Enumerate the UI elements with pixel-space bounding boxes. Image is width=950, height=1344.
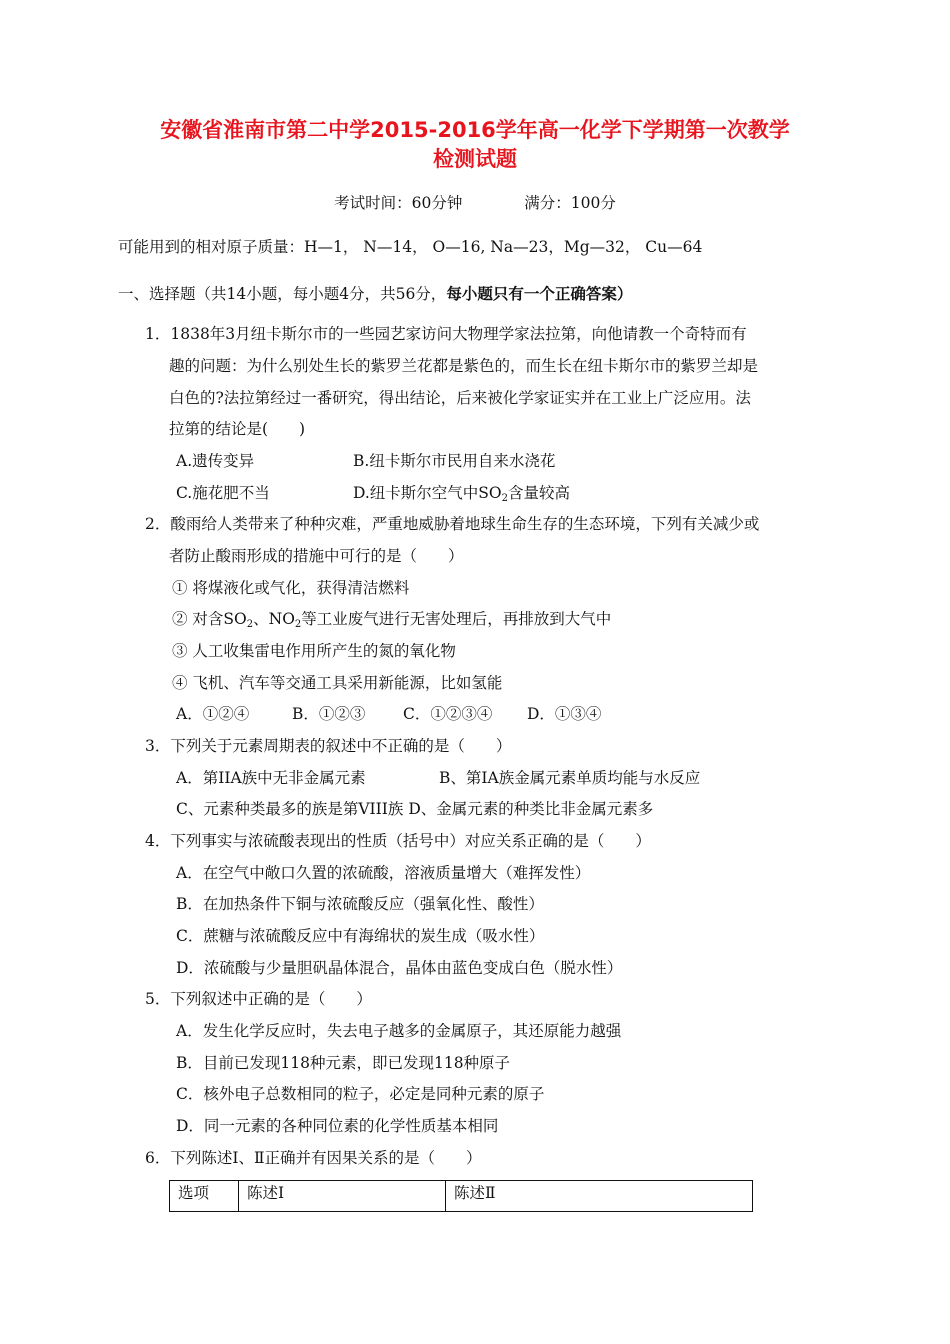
q4-option-d: D．浓硫酸与少量胆矾晶体混合，晶体由蓝色变成白色（脱水性） — [176, 959, 623, 977]
q2-line1: 2．酸雨给人类带来了种种灾难，严重地威胁着地球生命生存的生态环境，下列有关减少或 — [145, 515, 760, 533]
exam-time: 考试时间：60分钟 — [334, 194, 463, 212]
table-header-statement-1: 陈述Ⅰ — [239, 1181, 446, 1212]
section-heading — [118, 283, 632, 305]
table-header-option: 选项 — [170, 1181, 239, 1212]
q4-option-b: B．在加热条件下铜与浓硫酸反应（强氧化性、酸性） — [176, 895, 544, 913]
q4-option-c: C．蔗糖与浓硫酸反应中有海绵状的炭生成（吸水性） — [176, 927, 545, 945]
q2-item2-text-c: 、NO — [253, 610, 295, 628]
document-title-line2: 检测试题 — [433, 147, 517, 171]
q6-stem: 6．下列陈述Ⅰ、Ⅱ正确并有因果关系的是（ ） — [145, 1149, 482, 1167]
q2-line2: 者防止酸雨形成的措施中可行的是（ ） — [169, 547, 464, 565]
q2-item2 — [172, 608, 611, 630]
q1-option-d — [353, 482, 570, 504]
section-heading-bold: 每小题只有一个正确答案） — [446, 284, 633, 303]
q1-option-d-subscript: 2 — [501, 493, 509, 504]
q1-line3: 白色的?法拉第经过一番研究，得出结论，后来被化学家证实并在工业上广泛应用。法 — [169, 389, 751, 407]
section-heading-text: 一、选择题（共14小题，每小题4分，共56分， — [118, 285, 447, 303]
q2-item2-sub-2: 2 — [294, 619, 302, 630]
q2-option-a: A．①②④ — [176, 705, 250, 723]
q5-stem: 5．下列叙述中正确的是（ ） — [145, 990, 372, 1008]
q2-item2-text-a: ② 对含SO — [172, 610, 247, 628]
q1-line1: 1．1838年3月纽卡斯尔市的一些园艺家访问大物理学家法拉第，向他请教一个奇特而有 — [145, 325, 747, 343]
q4-stem: 4．下列事实与浓硫酸表现出的性质（括号中）对应关系正确的是（ ） — [145, 832, 651, 850]
exam-info — [0, 192, 950, 214]
document-title-line1: 安徽省淮南市第二中学2015-2016学年高一化学下学期第一次教学 — [160, 118, 790, 142]
table-header-statement-2: 陈述Ⅱ — [446, 1181, 753, 1212]
q1-line4: 拉第的结论是( ) — [169, 420, 306, 438]
q5-option-d: D．同一元素的各种同位素的化学性质基本相同 — [176, 1117, 499, 1135]
q2-item4: ④ 飞机、汽车等交通工具采用新能源，比如氢能 — [172, 674, 503, 692]
q2-item2-sub-1: 2 — [246, 619, 254, 630]
q1-option-d-text-end: 含量较高 — [508, 484, 571, 502]
q1-option-a: A.遗传变异 — [176, 452, 255, 470]
table-row — [170, 1181, 753, 1212]
q1-option-b: B.纽卡斯尔市民用自来水浇花 — [353, 452, 556, 470]
q2-item2-text-e: 等工业废气进行无害处理后，再排放到大气中 — [301, 610, 612, 628]
q5-option-c: C．核外电子总数相同的粒子，必定是同种元素的原子 — [176, 1085, 545, 1103]
exam-score: 满分：100分 — [524, 194, 616, 212]
q3-option-cd: C、元素种类最多的族是第VIII族 D、金属元素的种类比非金属元素多 — [176, 800, 654, 818]
q5-option-a: A．发生化学反应时，失去电子越多的金属原子，其还原能力越强 — [176, 1022, 622, 1040]
q2-option-d: D．①③④ — [527, 705, 602, 723]
q2-option-c: C．①②③④ — [403, 705, 493, 723]
q2-item3: ③ 人工收集雷电作用所产生的氮的氧化物 — [172, 642, 456, 660]
q1-option-d-text: D.纽卡斯尔空气中SO — [353, 484, 502, 502]
atomic-masses: 可能用到的相对原子质量：H—1， N—14， O—16, Na—23，Mg—32， Cu—64 — [118, 238, 703, 256]
q1-option-c: C.施花肥不当 — [176, 484, 270, 502]
q6-table — [169, 1180, 753, 1212]
q3-option-a: A．第IIA族中无非金属元素 — [176, 769, 366, 787]
q3-option-b: B、第IA族金属元素单质均能与水反应 — [439, 769, 701, 787]
q3-stem: 3．下列关于元素周期表的叙述中不正确的是（ ） — [145, 737, 512, 755]
q1-line2: 趣的问题：为什么别处生长的紫罗兰花都是紫色的，而生长在纽卡斯尔市的紫罗兰却是 — [169, 357, 759, 375]
q5-option-b: B．目前已发现118种元素，即已发现118种原子 — [176, 1054, 511, 1072]
q2-item1: ① 将煤液化或气化，获得清洁燃料 — [172, 579, 410, 597]
q2-option-b: B．①②③ — [292, 705, 366, 723]
q4-option-a: A．在空气中敞口久置的浓硫酸，溶液质量增大（难挥发性） — [176, 864, 591, 882]
